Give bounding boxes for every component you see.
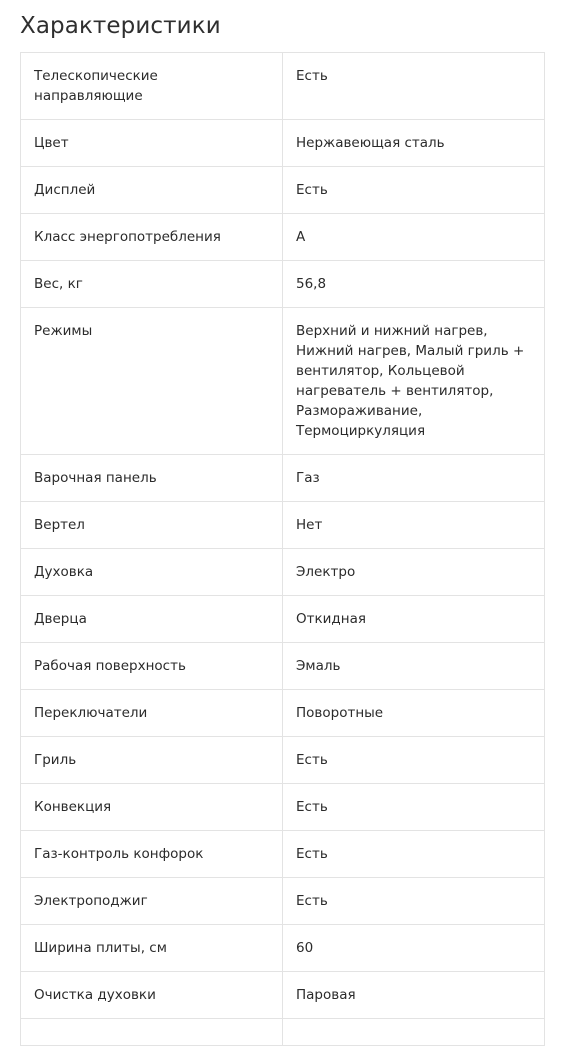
spec-name: Варочная панель	[21, 455, 283, 502]
spec-value: A	[283, 214, 545, 261]
table-row	[21, 737, 545, 784]
spec-name: Класс энергопотребления	[21, 214, 283, 261]
table-row	[21, 214, 545, 261]
spec-value: Электро	[283, 549, 545, 596]
table-row	[21, 1019, 545, 1046]
table-row	[21, 167, 545, 214]
spec-name: Цвет	[21, 120, 283, 167]
spec-value: Есть	[283, 737, 545, 784]
spec-value: 56,8	[283, 261, 545, 308]
spec-name: Телескопические направляющие	[21, 53, 283, 120]
spec-value: Поворотные	[283, 690, 545, 737]
spec-name: Дисплей	[21, 167, 283, 214]
spec-name	[21, 1019, 283, 1046]
table-row	[21, 455, 545, 502]
spec-name: Режимы	[21, 308, 283, 455]
spec-name: Вертел	[21, 502, 283, 549]
table-row	[21, 596, 545, 643]
table-row	[21, 878, 545, 925]
table-row	[21, 308, 545, 455]
spec-value: Есть	[283, 53, 545, 120]
spec-value: Есть	[283, 831, 545, 878]
table-row	[21, 261, 545, 308]
spec-name: Переключатели	[21, 690, 283, 737]
spec-value: 60	[283, 925, 545, 972]
spec-name: Конвекция	[21, 784, 283, 831]
spec-value: Эмаль	[283, 643, 545, 690]
table-row	[21, 643, 545, 690]
table-row	[21, 53, 545, 120]
spec-value: Нержавеющая сталь	[283, 120, 545, 167]
spec-value: Есть	[283, 878, 545, 925]
spec-value: Есть	[283, 167, 545, 214]
table-row	[21, 690, 545, 737]
spec-name: Рабочая поверхность	[21, 643, 283, 690]
spec-value: Есть	[283, 784, 545, 831]
table-row	[21, 120, 545, 167]
table-row	[21, 831, 545, 878]
spec-name: Дверца	[21, 596, 283, 643]
spec-value: Откидная	[283, 596, 545, 643]
spec-value: Газ	[283, 455, 545, 502]
spec-value: Нет	[283, 502, 545, 549]
spec-name: Вес, кг	[21, 261, 283, 308]
spec-name: Очистка духовки	[21, 972, 283, 1019]
spec-name: Гриль	[21, 737, 283, 784]
spec-value	[283, 1019, 545, 1046]
page-title: Характеристики	[20, 13, 221, 39]
table-row	[21, 784, 545, 831]
spec-name: Духовка	[21, 549, 283, 596]
table-row	[21, 502, 545, 549]
table-row	[21, 972, 545, 1019]
spec-name: Электроподжиг	[21, 878, 283, 925]
table-row	[21, 549, 545, 596]
spec-name: Ширина плиты, см	[21, 925, 283, 972]
spec-value: Верхний и нижний нагрев, Нижний нагрев, Малый гриль + вентилятор, Кольцевой нагреватель + вентилятор, Размораживание, Термоциркуляция	[283, 308, 545, 455]
table-row	[21, 925, 545, 972]
specs-table	[20, 52, 545, 1046]
spec-value: Паровая	[283, 972, 545, 1019]
spec-name: Газ-контроль конфорок	[21, 831, 283, 878]
